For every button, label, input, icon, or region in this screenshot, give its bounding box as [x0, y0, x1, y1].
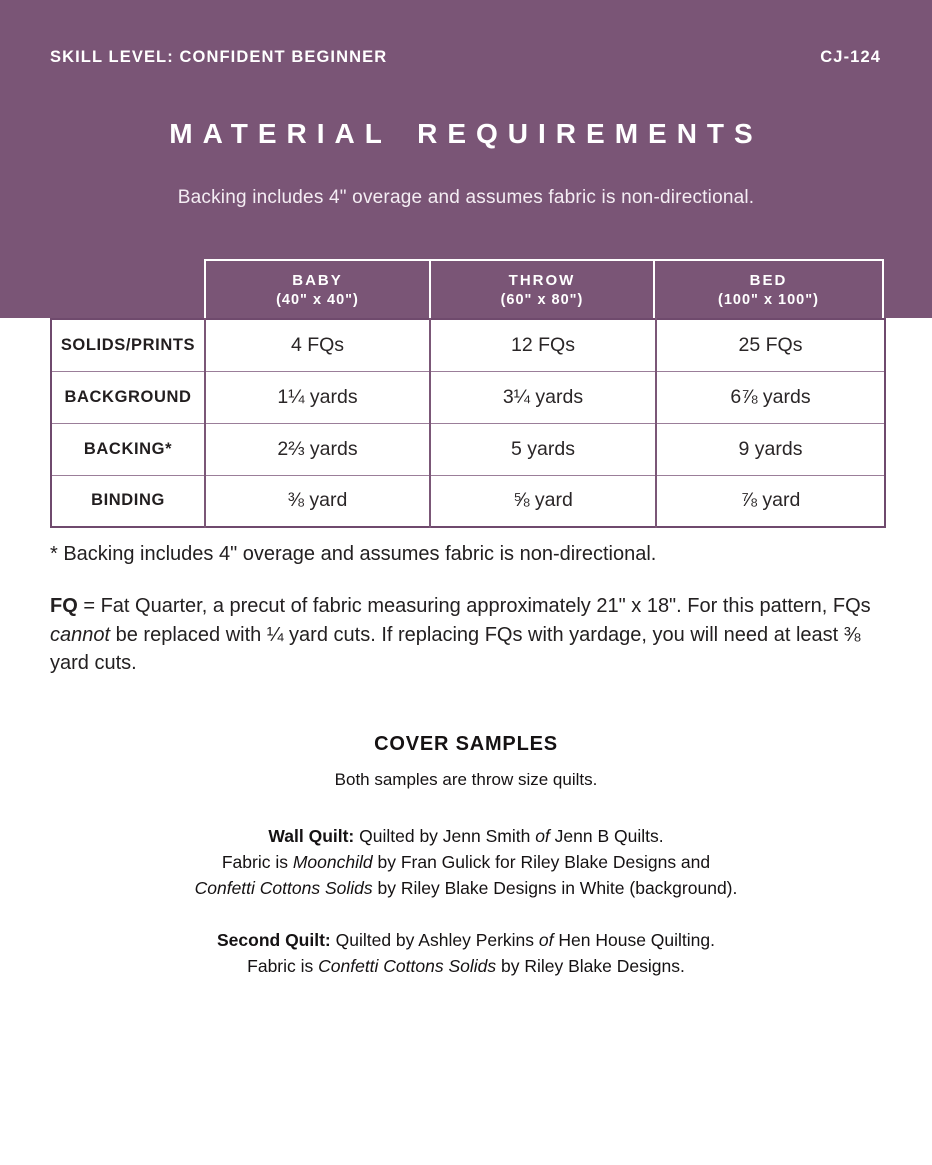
wall-quilt-credit — [0, 823, 932, 901]
of-italic: of — [535, 826, 550, 846]
cell-binding-throw: ⅝ yard — [430, 475, 656, 527]
fabric-name-italic: Confetti Cottons Solids — [194, 878, 373, 898]
column-size: (40" x 40") — [276, 291, 359, 308]
wall-quilt-label: Wall Quilt: — [268, 826, 355, 846]
column-header-bed — [655, 261, 882, 318]
column-header-baby — [206, 261, 429, 318]
cell-solids-bed: 25 FQs — [656, 319, 885, 371]
column-name: BED — [749, 271, 788, 289]
column-size: (60" x 80") — [500, 291, 584, 308]
fq-explanation — [50, 592, 886, 678]
cell-binding-bed: ⅞ yard — [656, 475, 885, 527]
cell-backing-baby: 2⅔ yards — [205, 423, 430, 475]
pattern-code: CJ-124 — [820, 48, 881, 66]
materials-table — [50, 318, 886, 528]
top-line — [50, 48, 881, 67]
wall-quilt-line-2 — [0, 849, 932, 875]
row-label-background: BACKGROUND — [51, 371, 205, 423]
skill-level-label: SKILL LEVEL: CONFIDENT BEGINNER — [50, 48, 388, 66]
materials-table-header — [204, 259, 884, 318]
wall-quilt-line-3 — [0, 875, 932, 901]
row-label-binding: BINDING — [51, 475, 205, 527]
column-header-throw — [429, 261, 655, 318]
table-row — [51, 371, 885, 423]
fq-text-2: be replaced with ¼ yard cuts. If replacing FQs with yardage, you will need at least ⅜ yard cuts. — [50, 623, 861, 674]
column-name: BABY — [292, 271, 343, 289]
fq-abbr: FQ — [50, 595, 78, 617]
text: Hen House Quilting. — [553, 930, 715, 950]
table-row — [51, 319, 885, 371]
column-size: (100" x 100") — [718, 291, 819, 308]
page-subtitle: Backing includes 4" overage and assumes fabric is non-directional. — [177, 187, 755, 208]
cell-backing-throw: 5 yards — [430, 423, 656, 475]
fabric-name-italic: Confetti Cottons Solids — [318, 956, 497, 976]
cell-background-throw: 3¼ yards — [430, 371, 656, 423]
text: Jenn B Quilts. — [549, 826, 664, 846]
text: Fabric is — [221, 852, 293, 872]
cell-binding-baby: ⅜ yard — [205, 475, 430, 527]
cell-solids-throw: 12 FQs — [430, 319, 656, 371]
text: by Fran Gulick for Riley Blake Designs and — [372, 852, 711, 872]
backing-footnote: * Backing includes 4" overage and assumes fabric is non-directional. — [50, 543, 657, 565]
second-quilt-label: Second Quilt: — [217, 930, 331, 950]
text: by Riley Blake Designs in White (background). — [372, 878, 738, 898]
column-name: THROW — [508, 271, 576, 289]
second-quilt-line-2 — [0, 953, 932, 979]
second-quilt-line-1 — [0, 927, 932, 953]
of-italic: of — [538, 930, 554, 950]
cover-samples-section — [0, 733, 932, 979]
text: by Riley Blake Designs. — [496, 956, 685, 976]
cover-samples-heading: COVER SAMPLES — [374, 733, 558, 755]
table-row — [51, 423, 885, 475]
fq-cannot-italic: cannot — [50, 623, 111, 646]
wall-quilt-line-1 — [0, 823, 932, 849]
cell-backing-bed: 9 yards — [656, 423, 885, 475]
text: Quilted by Ashley Perkins — [330, 930, 539, 950]
fq-text-1: = Fat Quarter, a precut of fabric measuring approximately 21" x 18". For this pattern, FQs — [77, 595, 871, 617]
text: Fabric is — [247, 956, 319, 976]
row-label-backing: BACKING* — [51, 423, 205, 475]
cell-background-bed: 6⅞ yards — [656, 371, 885, 423]
cover-samples-subheading: Both samples are throw size quilts. — [334, 770, 598, 789]
page-title: MATERIAL REQUIREMENTS — [169, 118, 763, 149]
cell-background-baby: 1¼ yards — [205, 371, 430, 423]
table-row — [51, 475, 885, 527]
fabric-name-italic: Moonchild — [292, 852, 373, 872]
second-quilt-credit — [0, 927, 932, 979]
text: Quilted by Jenn Smith — [354, 826, 536, 846]
row-label-solids-prints: SOLIDS/PRINTS — [60, 335, 196, 354]
cell-solids-baby: 4 FQs — [205, 319, 430, 371]
